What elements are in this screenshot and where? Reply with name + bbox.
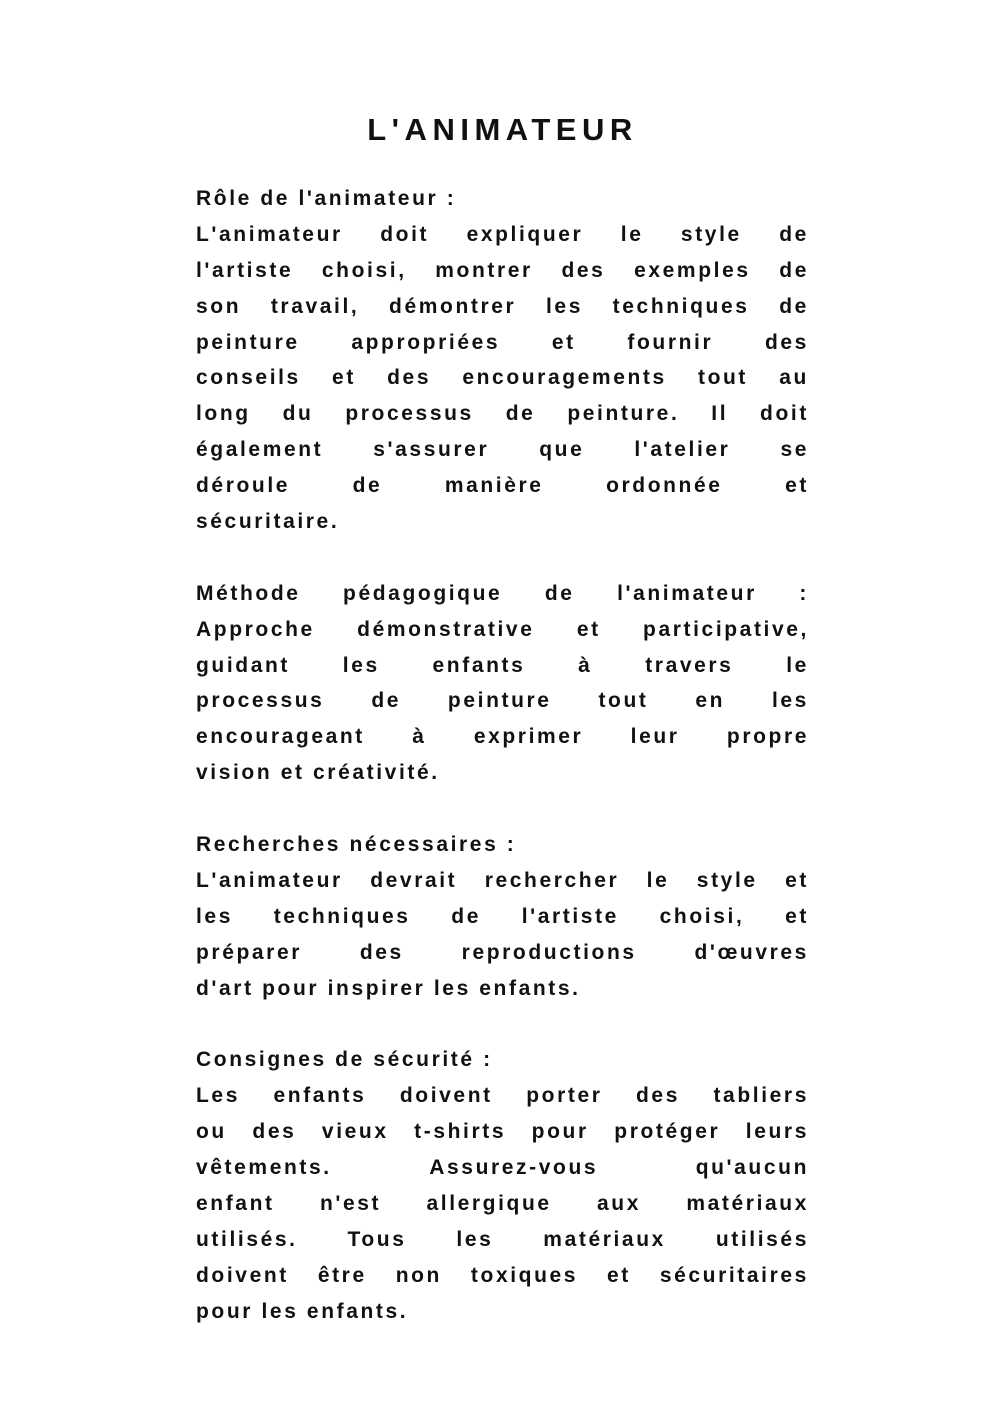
word: Méthode [196, 581, 301, 605]
word: peinture. [567, 402, 680, 426]
word: démontrer [389, 294, 517, 318]
body-text-line [196, 612, 809, 648]
word: les [456, 1227, 494, 1251]
word: déroule [196, 474, 291, 498]
body-text-line [196, 648, 809, 684]
word: le [620, 222, 644, 246]
body-text-line [196, 1078, 809, 1114]
section [196, 576, 809, 791]
word: de [505, 402, 536, 426]
word: l'animateur [617, 581, 757, 605]
word: des [764, 330, 809, 354]
word: ou [196, 1120, 227, 1144]
word: Tous [347, 1227, 407, 1251]
word: d'œuvres [694, 940, 809, 964]
word: appropriées [351, 330, 501, 354]
word: tout [598, 689, 649, 713]
word: et [332, 366, 356, 390]
word: tabliers [713, 1084, 809, 1108]
body-text-line: d'art pour inspirer les enfants. [196, 976, 581, 1000]
word: enfants [273, 1084, 367, 1108]
word: : [799, 581, 809, 605]
body-text-line [196, 863, 809, 899]
body-text-line [196, 360, 809, 396]
word: les [196, 904, 233, 928]
word: s'assurer [373, 438, 490, 462]
body-text-line [196, 1150, 809, 1186]
word: processus [345, 402, 474, 426]
word: en [695, 689, 726, 713]
word: style [696, 868, 758, 892]
word: encourageant [196, 725, 365, 749]
word: L'animateur [196, 222, 343, 246]
word: préparer [196, 940, 303, 964]
word: les [545, 294, 583, 318]
body-text-line [196, 683, 809, 719]
word: des [561, 258, 606, 282]
word: Les [196, 1084, 240, 1108]
word: pédagogique [343, 581, 503, 605]
word: leur [630, 725, 680, 749]
body-text-line [196, 1258, 809, 1294]
word: et [785, 904, 809, 928]
word: Assurez-vous [429, 1156, 599, 1180]
word: son [196, 294, 242, 318]
word: style [680, 222, 742, 246]
paragraph-gap [196, 1006, 809, 1042]
body-text-line [196, 1114, 809, 1150]
word: leurs [745, 1120, 809, 1144]
body-text-line [196, 217, 809, 253]
word: à [412, 725, 427, 749]
body-text-line [196, 719, 809, 755]
word: doit [760, 402, 809, 426]
word: exprimer [473, 725, 584, 749]
word: doivent [399, 1084, 493, 1108]
word: rechercher [484, 868, 620, 892]
word: peinture [447, 689, 552, 713]
word: également [196, 438, 324, 462]
word: les [771, 689, 809, 713]
paragraph-gap [196, 791, 809, 827]
body-text-line [196, 396, 809, 432]
word: manière [444, 474, 544, 498]
word: choisi, [659, 904, 745, 928]
word: t-shirts [414, 1120, 507, 1144]
section-heading [196, 576, 809, 612]
word: travers [645, 653, 734, 677]
word: matériaux [686, 1191, 809, 1215]
word: montrer [435, 258, 533, 282]
word: non [395, 1263, 442, 1287]
word: sécuritaires [659, 1263, 809, 1287]
word: tout [697, 366, 749, 390]
word: vieux [321, 1120, 389, 1144]
word: des [359, 940, 404, 964]
body-text-line: pour les enfants. [196, 1299, 409, 1323]
word: et [551, 330, 576, 354]
body-text-line [196, 253, 809, 289]
word: utilisés [715, 1227, 809, 1251]
word: expliquer [466, 222, 584, 246]
word: peinture [196, 330, 300, 354]
word: porter [526, 1084, 603, 1108]
section-heading: Rôle de l'animateur : [196, 187, 457, 210]
word: et [576, 617, 601, 641]
word: le [786, 653, 809, 677]
word: participative, [643, 617, 809, 641]
word: Il [711, 402, 729, 426]
word: des [387, 366, 432, 390]
word: allergique [426, 1191, 552, 1215]
section-heading: Recherches nécessaires : [196, 833, 517, 857]
word: au [779, 366, 809, 390]
word: et [785, 474, 809, 498]
word: le [646, 868, 670, 892]
page-title: L'ANIMATEUR [367, 112, 638, 147]
word: reproductions [461, 940, 637, 964]
body-text-line [196, 289, 809, 325]
section [196, 1042, 809, 1329]
word: guidant [196, 653, 291, 677]
word: démonstrative [357, 617, 535, 641]
word: qu'aucun [695, 1156, 809, 1180]
word: vêtements. [196, 1156, 332, 1180]
word: aux [597, 1191, 642, 1215]
word: être [317, 1263, 367, 1287]
body-text-line [196, 325, 809, 361]
word: de [451, 904, 481, 928]
word: fournir [627, 330, 714, 354]
section-heading: Consignes de sécurité : [196, 1048, 493, 1072]
word: propre [726, 725, 809, 749]
word: L'animateur [196, 868, 343, 892]
word: doivent [196, 1263, 289, 1287]
word: des [252, 1120, 297, 1144]
word: protéger [614, 1120, 721, 1144]
body-text-line [196, 1222, 809, 1258]
word: enfant [196, 1191, 275, 1215]
word: long [196, 402, 251, 426]
body-text-line [196, 935, 809, 971]
word: choisi, [321, 258, 407, 282]
word: l'artiste [196, 258, 294, 282]
word: de [779, 294, 809, 318]
word: processus [196, 689, 325, 713]
word: toxiques [470, 1263, 579, 1287]
word: utilisés. [196, 1227, 298, 1251]
word: l'atelier [634, 438, 731, 462]
word: de [352, 474, 383, 498]
word: n'est [319, 1191, 382, 1215]
body-text-line [196, 1186, 809, 1222]
word: de [544, 581, 575, 605]
body-text-line [196, 468, 809, 504]
word: du [282, 402, 314, 426]
word: se [780, 438, 809, 462]
word: de [779, 222, 809, 246]
word: ordonnée [606, 474, 723, 498]
word: pour [531, 1120, 589, 1144]
word: que [539, 438, 585, 462]
word: de [779, 258, 809, 282]
word: travail, [270, 294, 360, 318]
word: enfants [432, 653, 526, 677]
word: de [371, 689, 402, 713]
word: encouragements [462, 366, 667, 390]
word: matériaux [543, 1227, 666, 1251]
paragraph-gap [196, 540, 809, 576]
body-text-line: sécuritaire. [196, 510, 340, 534]
body-text-line [196, 432, 809, 468]
word: des [635, 1084, 680, 1108]
word: devrait [370, 868, 458, 892]
word: Approche [196, 617, 315, 641]
document-body [196, 181, 809, 1330]
body-text-line: vision et créativité. [196, 761, 440, 785]
section [196, 827, 809, 1006]
word: et [607, 1263, 631, 1287]
word: techniques [273, 904, 411, 928]
body-text-line [196, 899, 809, 935]
word: à [578, 653, 593, 677]
section [196, 181, 809, 540]
word: exemples [634, 258, 751, 282]
word: les [342, 653, 380, 677]
word: et [785, 868, 809, 892]
word: l'artiste [521, 904, 619, 928]
word: conseils [196, 366, 301, 390]
word: doit [380, 222, 430, 246]
word: techniques [612, 294, 750, 318]
